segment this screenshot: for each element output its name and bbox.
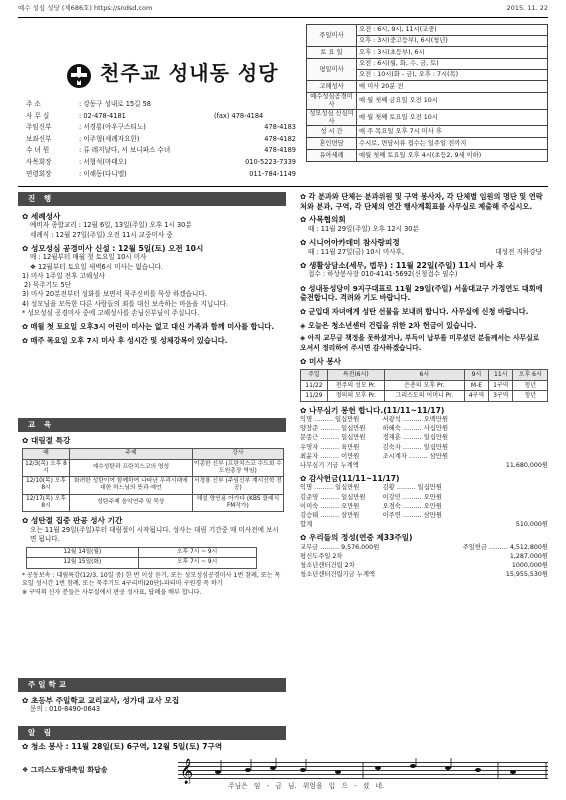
bullet-heading: ✿ 성모성심 공경미사 신설 : 12월 5일(토) 오전 10시 — [22, 243, 204, 253]
lecture-table — [22, 448, 284, 512]
list-item: 김승태 ……… 삼만원 — [300, 511, 360, 519]
info-value: : 강동구 성내로 15길 58 — [79, 100, 151, 108]
list-item: 이미숙 ……… 오만원 — [300, 502, 360, 510]
section-gyoyuk: 교 육 — [18, 418, 286, 432]
music-notes-icon — [178, 758, 548, 784]
text-line: 때 : 11월 29일(주일) 오후 12시 30분 — [308, 224, 419, 233]
jinhaeng-content — [22, 208, 284, 345]
bullet-heading: ✿ 군입대 자녀에게 성탄 선물을 보내려 합니다. 사무실에 신청 바랍니다. — [300, 306, 529, 316]
info-fax: (fax) 478-4184 — [214, 111, 264, 120]
bulletin-info: 예수 성심 성당 (제686호) https://sndsd.com — [18, 4, 153, 12]
bullet-heading: ◈ 아직 교무금 책정을 못하셨거나, 부득이 납부를 미루셨던 분들께서는 사무실로 오셔서 정리하여 주시면 감사하겠습니다. — [300, 334, 540, 352]
bullet-heading: ✿ 매월 첫 토요일 오후3시 어린이 미사는 없고 대신 가족과 함께 미사를 합니다. — [22, 321, 275, 331]
text-line: 세례식 : 12월 27일(주일) 오전 11시 교중미사 중 — [30, 230, 173, 239]
info-key: 사목회장 — [26, 157, 52, 166]
schedule-cell: 매 미사 20분 전 — [357, 81, 548, 93]
list-item: 조시계자 ……… 삼만원 — [382, 452, 449, 460]
svg-text:𝄞: 𝄞 — [180, 759, 194, 784]
info-key: 연령회장 — [26, 169, 52, 178]
bullet-heading: ✿ 미사 봉사 — [300, 356, 342, 366]
table-row: 12/3(목) 오후 8시 예수성탄과 프란치스코의 영성 이종한 신부 (프란치스코 수도회 수도원총장 역임) — [23, 459, 284, 476]
sunday-school-content — [22, 692, 284, 715]
info-value: : 서경룡(아우구스티노) — [79, 123, 146, 132]
table-header: 오후 6시 — [513, 370, 548, 381]
bullet-heading: ✿ 감사헌금(11/11~11/17) — [300, 473, 400, 483]
info-phone: 478-4182 — [264, 134, 296, 143]
info-key: 사 무 실 — [26, 111, 50, 120]
right-column — [300, 192, 548, 579]
schedule-cell: 오전 : 6시, 9시, 11시(교중) — [357, 25, 548, 36]
section-sunday-school: 주일학교 — [18, 678, 286, 692]
list-item: 익명 ……… 일십만원 — [300, 416, 360, 424]
info-row — [26, 135, 296, 147]
schedule-cell: 매 월 첫째 토요일 오전 10시 — [357, 109, 548, 126]
bullet-heading: ✿ 생활상담소(세무, 법무) : 11월 22일(주일) 11시 미사 후 — [300, 260, 504, 270]
offering-line: 청소년센터건립기금 누계액 15,955,530원 — [300, 570, 548, 578]
schedule-cell: 수시로, 면담서류 접수는 일주일 전까지 — [357, 138, 548, 150]
music-staff — [178, 759, 548, 784]
info-phone: 011-784-1149 — [249, 169, 296, 178]
info-key: 수 녀 원 — [26, 146, 50, 155]
info-phone: 010-5223-7339 — [245, 157, 296, 166]
parish-logo-icon — [66, 63, 92, 89]
text-line: 예비자 종합교리 : 12월 6일, 13일(주일) 오후 1시 30분 — [30, 221, 192, 230]
parish-info — [26, 100, 296, 181]
list-item: 최윤자 ……… 이만원 — [300, 452, 360, 460]
top-rule — [18, 17, 548, 18]
bullet-heading: ◈ 오늘은 청소년센터 건립을 위한 2차 헌금이 있습니다. — [300, 320, 477, 330]
info-row — [26, 158, 296, 170]
text-line: 때 : 11월 27일(금) 10시 미사후, 대성전 지하강당 — [308, 247, 542, 256]
info-row — [26, 100, 296, 112]
schedule-cell: 오전 : 6시(월, 화, 수, 금, 토) — [357, 59, 548, 70]
bullet-heading: ✿ 세례성사 — [22, 212, 61, 221]
offering-line: 교무금 ……… 9,576,000원 주일헌금 ……… 4,512,800원 — [300, 543, 548, 551]
note: * 공동보속 : 대림특강(12/3, 10일 중) 한 번 이상 듣기, 또는 성모성심공경미사 1번 참례, 또는 목요일 성시간 1번 참례, 또는 묵주기도 4구리비(20단)-파티마 구원경 꼭 하기 — [22, 571, 281, 588]
thanks-total: 합계 510,000원 — [300, 520, 548, 528]
table-row: 12/17(목) 오후 8시 성탄주제 음악연주 및 묵상 해설 양인용 아가다 (KBS 클래식 FM작가) — [23, 494, 284, 511]
list-item: 1) 미사 1주일 전후 고해성사 — [22, 271, 106, 280]
donor-list — [300, 415, 548, 461]
table-row: 11/22 천주의 성모 Pr. 은총의 모후 Pr. M-E 1구역 청년 — [301, 380, 548, 391]
info-value: : 02-478-4181 — [79, 111, 126, 120]
list-item: 양장준 ……… 일십만원 — [300, 425, 366, 433]
note: * 성모성심 공경미사 중에 고해성사를 손님신부님이 주십니다. — [22, 308, 200, 317]
list-item: 김숙자 ……… 일십만원 — [382, 443, 449, 451]
schedule-heading: 고해성사 — [307, 81, 357, 93]
mass-schedule-table — [306, 24, 548, 162]
offering-line: 평신도주일 2차 1,287,000원 — [300, 552, 548, 560]
info-key: 주임신부 — [26, 123, 52, 132]
top-bar — [18, 4, 548, 16]
table-header: 강사 — [192, 449, 283, 459]
schedule-cell: 오후 : 3시(중고등부), 6시(청년) — [357, 36, 548, 47]
text-line: 문의 : 010-8490-0643 — [30, 705, 101, 714]
schedule-heading: 평일미사 — [307, 59, 357, 81]
info-value: : 류 레지날다, 서 보니파스 수녀 — [79, 146, 171, 155]
list-item: 우영자 ……… 육만원 — [300, 443, 360, 451]
table-header: 6시 — [384, 370, 464, 381]
thanks-list — [300, 483, 548, 520]
bullet-heading: ✿ 각 분과와 단체는 분과위원 및 구역 봉사자, 각 단체별 임원의 명단 및 연락처와 분과, 구역, 각 단체의 연간 행사계획표를 사무실로 제출해 주십시오. — [300, 192, 543, 211]
table-row: 12월 14일(월) 오후 7시 ~ 9시 — [27, 548, 257, 558]
schedule-cell: 매월 첫째 토요일 오후 4시(초등2, 9세 이하) — [357, 150, 548, 162]
schedule-heading: 성모성심 신심미사 — [307, 109, 357, 126]
list-item: 3) 미사 20분전부터 성화를 보면서 묵주신비를 묵상 하겠습니다. — [22, 290, 207, 299]
table-header: 9시 — [464, 370, 488, 381]
info-value: : 이해동(다니엘) — [79, 169, 127, 178]
bullet-heading: ✿ 나무심기 봉헌 합니다.(11/11~11/17) — [300, 405, 445, 415]
list-item: 서광석 ……… 오백만원 — [382, 416, 449, 424]
hymn-footer — [18, 760, 548, 796]
schedule-heading: 토 요 일 — [307, 47, 357, 59]
bullet-heading: ✿ 성탄절 집중 판공 성사 기간 — [22, 516, 123, 526]
text-line: ❖ 12월부터 토요일 새벽6시 미사는 없습니다. — [30, 262, 163, 271]
list-item: 김준영 ……… 일십만원 — [300, 493, 366, 501]
gyoyuk-content — [22, 432, 284, 597]
info-row — [26, 170, 296, 182]
table-header: 때 — [23, 449, 70, 459]
confession-table — [26, 547, 257, 568]
section-jinhaeng: 진 행 — [18, 192, 286, 206]
list-item: 익명 ……… 일십만원 — [300, 484, 360, 492]
bulletin-date: 2015. 11. 22 — [506, 4, 548, 12]
list-item: 하혜숙 ……… 사십만원 — [382, 425, 449, 433]
table-row: 12월 15일(화) 오후 7시 ~ 9시 — [27, 558, 257, 568]
list-item: 김황 ……… 일십만원 — [382, 484, 442, 492]
table-header: 주제 — [69, 449, 192, 459]
bullet-heading: ✿ 사목협의회 — [300, 215, 346, 225]
parish-header — [20, 55, 300, 95]
table-header: 특전(6시) — [327, 370, 384, 381]
bullet-heading: ✿ 대림절 특강 — [22, 436, 71, 445]
list-item: 2) 묵주기도 5단 — [24, 281, 72, 290]
mass-service-table — [300, 369, 548, 402]
info-phone: 478-4183 — [264, 123, 296, 132]
parish-name: 천주교 성내동 성당 — [100, 61, 279, 85]
donor-total: 나무심기 기금 누계액 11,680,000원 — [300, 461, 548, 469]
text-line: 오는 11월 29일(주일)부터 대림절이 시작됩니다. 성사는 대림 기간중 매 미사전에 보시면 됩니다. — [30, 525, 279, 543]
info-value: : 서형석(마태오) — [79, 157, 127, 166]
info-row — [26, 123, 296, 135]
bullet-heading: ✿ 우리들의 정성(연중 제33주일) — [300, 533, 413, 543]
table-header: 주일 — [301, 370, 328, 381]
list-item: 오경숙 ……… 오만원 — [382, 502, 442, 510]
list-item: 4) 성모님을 모독한 다른 사람들의 죄를 대신 보속하는 마음을 지닙니다. — [22, 299, 229, 308]
hymn-title: ❖ 그리스도왕대축일 화답송 — [22, 766, 108, 774]
table-row: 11/29 정의의 모후 Pr. 그리스도의 어머니 Pr. 4구역 3구역 청년 — [301, 391, 548, 402]
info-value: : 이주형(세례자요한) — [79, 134, 140, 143]
text-line: 매 : 12월부터 매월 첫 토요일 10시 미사 — [30, 253, 147, 262]
hymn-lyrics: 주님은 임 - 금 님. 위엄을 입 으 - 셨 네. — [228, 782, 385, 790]
info-key: 주 소 — [26, 100, 41, 108]
info-phone: 478-4189 — [264, 146, 296, 155]
info-row — [26, 146, 296, 158]
schedule-cell: 매 주 목요일 오후 7시 미사 후 — [357, 126, 548, 138]
section-allim: 알 림 — [18, 726, 286, 740]
table-row: 12/10(목) 오후 8시 화려한 성탄이여 함께하여 나타난 우리시대에 대한 하느님의 뜻과 예언 서경룡 신부 (주임신부 계시신학 전공) — [23, 477, 284, 494]
list-item: 문종근 ……… 일십만원 — [300, 434, 366, 442]
schedule-cell: 오후 : 3시(초등부), 6시 — [357, 47, 548, 59]
info-key: 보좌신부 — [26, 134, 52, 143]
bullet-heading: ✿ 초등부 주일학교 교리교사, 성가대 교사 모집 — [22, 696, 180, 705]
list-item: 정재훈 ……… 일십만원 — [382, 434, 449, 442]
schedule-heading: 유아세례 — [307, 150, 357, 162]
text-line: 접수 : 하상봉사장 010-4141-5692(신청접수 필수) — [308, 270, 458, 279]
schedule-cell: 오전 : 10시(화 - 금), 오후 : 7시(목) — [357, 70, 548, 81]
schedule-heading: 예수성심공경미사 — [307, 93, 357, 110]
bullet-heading: ✿ 시니어아카데미 참사랑피정 — [300, 238, 400, 248]
list-item: 이강민 ……… 오만원 — [382, 493, 442, 501]
bullet-heading: ✿ 성내동성당이 9지구대표로 11월 29일(주일) 서울대교구 가정연도 대회에 출전합니다. 격려와 기도 바랍니다. — [300, 283, 543, 303]
offering-line: 청소년센터건립 2차 1000,000원 — [300, 561, 548, 569]
note: ※ 구역의 신자 분들은 사무실에서 판공 성사표, 답례을 배부 합니다. — [22, 588, 202, 596]
schedule-heading: 혼인면담 — [307, 138, 357, 150]
schedule-heading: 주일미사 — [307, 25, 357, 47]
header-rule — [18, 186, 548, 187]
schedule-cell: 매 월 첫째 금요일 오전 10시 — [357, 93, 548, 110]
list-item: 이주연 ……… 삼만원 — [382, 511, 442, 519]
schedule-heading: 성 시 간 — [307, 126, 357, 138]
table-header: 11시 — [489, 370, 513, 381]
info-row — [26, 112, 296, 124]
bullet-heading: ✿ 청소 봉사 : 11월 28일(토) 6구역, 12월 5일(토) 7구역 — [22, 742, 223, 751]
allim-content — [22, 742, 284, 751]
bullet-heading: ✿ 매주 목요일 오후 7시 미사 후 성시간 및 성체강복이 있습니다. — [22, 335, 228, 345]
